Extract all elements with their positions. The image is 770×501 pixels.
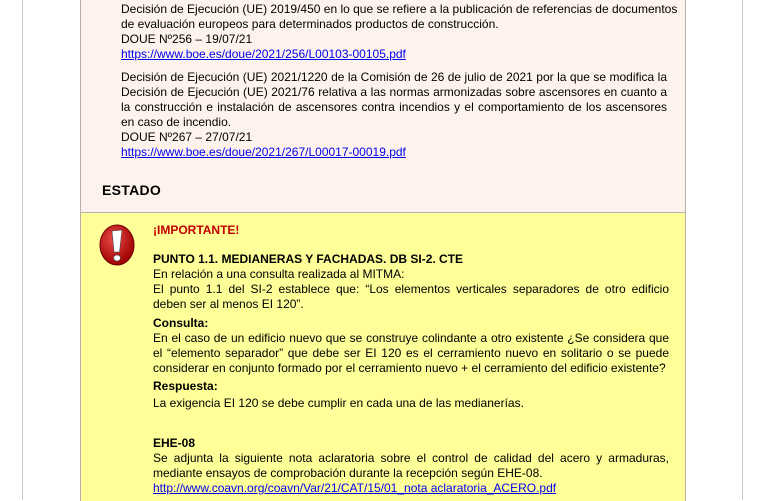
doue-link[interactable]: https://www.boe.es/doue/2021/256/L00103-00105.pdf [121, 47, 406, 61]
consulta-text: En el caso de un edificio nuevo que se construye colindante a otro existente ¿Se considera que el “elemento separador” que debe ser EI 120 es el cerramiento nuevo en solitario o se puede considerar en conjunto formado por el cerramiento nuevo + el cerramiento del edificio existente? [153, 331, 669, 375]
page-edge-right [742, 0, 743, 500]
notice-intro: En relación a una consulta realizada al MITMA: [153, 267, 405, 281]
consulta-label: Consulta: [153, 316, 209, 330]
decision-text-line2: de evaluación europeos para determinados productos de construcción. [121, 17, 499, 31]
notice-title: PUNTO 1.1. MEDIANERAS Y FACHADAS. DB SI-2. CTE [153, 252, 464, 266]
doue-reference: DOUE Nº267 – 27/07/21 [121, 130, 253, 144]
respuesta-label: Respuesta: [153, 379, 218, 393]
decision-text: Decisión de Ejecución (UE) 2021/1220 de la Comisión de 26 de julio de 2021 por la que se modifica la Decisión de Ejecución (UE) 2021/76 relativa a las normas armonizadas sobre ascensores en cuanto a la construcción e instalación de ascensores contra incendios y el comportamiento de los ascensores en caso de incendio. [121, 70, 667, 129]
ehe-title: EHE-08 [153, 436, 196, 450]
section-heading-estado: ESTADO [102, 182, 162, 198]
notice-content [153, 223, 669, 496]
decision-text-line1: Decisión de Ejecución (UE) 2019/450 en lo que se refiere a la publicación de referencias de documentos [121, 2, 678, 16]
notice-quote: El punto 1.1 del SI-2 establece que: “Los elementos verticales separadores de otro edificio deben ser al menos EI 120”. [153, 282, 669, 311]
decision-2021-1220 [121, 70, 667, 160]
doue-link[interactable]: https://www.boe.es/doue/2021/267/L00017-00019.pdf [121, 145, 406, 159]
respuesta-text: La exigencia EI 120 se debe cumplir en cada una de las medianerías. [153, 396, 524, 410]
doue-reference: DOUE Nº256 – 19/07/21 [121, 32, 253, 46]
ehe-link[interactable]: http://www.coavn.org/coavn/Var/21/CAT/15/01_nota aclaratoria_ACERO.pdf [153, 481, 557, 495]
decision-2019-450 [121, 2, 678, 62]
page-edge-left [22, 0, 23, 500]
important-label: ¡IMPORTANTE! [153, 223, 240, 237]
exclamation-alert-icon [98, 223, 136, 267]
ehe-text: Se adjunta la siguiente nota aclaratoria sobre el control de calidad del acero y armaduras, mediante ensayos de comprobación durante la recepción según EHE-08. [153, 451, 669, 480]
